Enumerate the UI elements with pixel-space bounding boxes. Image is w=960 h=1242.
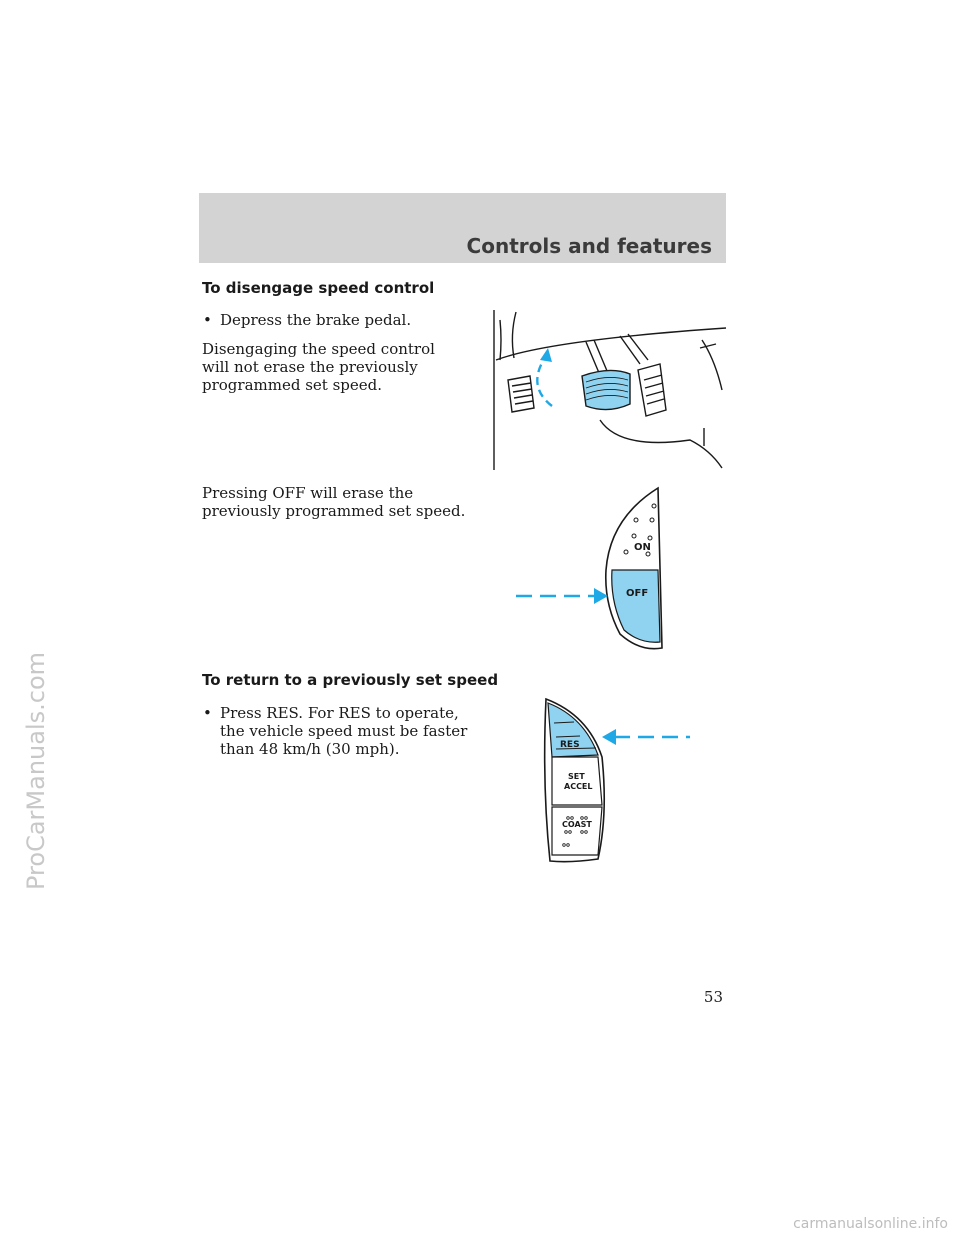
paragraph-disengage-note: Disengaging the speed control will not erase the previously programmed set speed. bbox=[202, 340, 435, 394]
brake-pedal-illustration bbox=[490, 300, 730, 472]
accel-label: ACCEL bbox=[564, 782, 593, 791]
set-label: SET bbox=[568, 772, 585, 781]
on-off-switch-illustration bbox=[512, 484, 672, 654]
section-title: Controls and features bbox=[466, 234, 712, 258]
switch-on-label: ON bbox=[634, 542, 651, 553]
coast-label: COAST bbox=[562, 820, 592, 829]
bullet-text: Depress the brake pedal. bbox=[220, 311, 412, 329]
heading-return-set-speed: To return to a previously set speed bbox=[202, 671, 499, 689]
section-header-band bbox=[199, 193, 726, 263]
bullet-depress-brake bbox=[202, 311, 472, 329]
paragraph-off-note: Pressing OFF will erase the previously programmed set speed. bbox=[202, 484, 466, 520]
footer-watermark: carmanualsonline.info bbox=[793, 1216, 948, 1232]
bullet-text: Press RES. For RES to operate, the vehicle speed must be faster than 48 km/h (30 mph). bbox=[220, 704, 468, 758]
heading-disengage-speed-control: To disengage speed control bbox=[202, 279, 435, 297]
page-number: 53 bbox=[703, 988, 723, 1006]
bullet-press-res bbox=[202, 704, 472, 758]
bullet-dot: • bbox=[203, 311, 212, 329]
res-label: RES bbox=[560, 740, 580, 750]
res-set-coast-switch-illustration bbox=[540, 695, 700, 865]
side-watermark: ProCarManuals.com bbox=[22, 651, 50, 890]
bullet-dot: • bbox=[203, 704, 212, 722]
switch-off-label: OFF bbox=[626, 588, 649, 599]
